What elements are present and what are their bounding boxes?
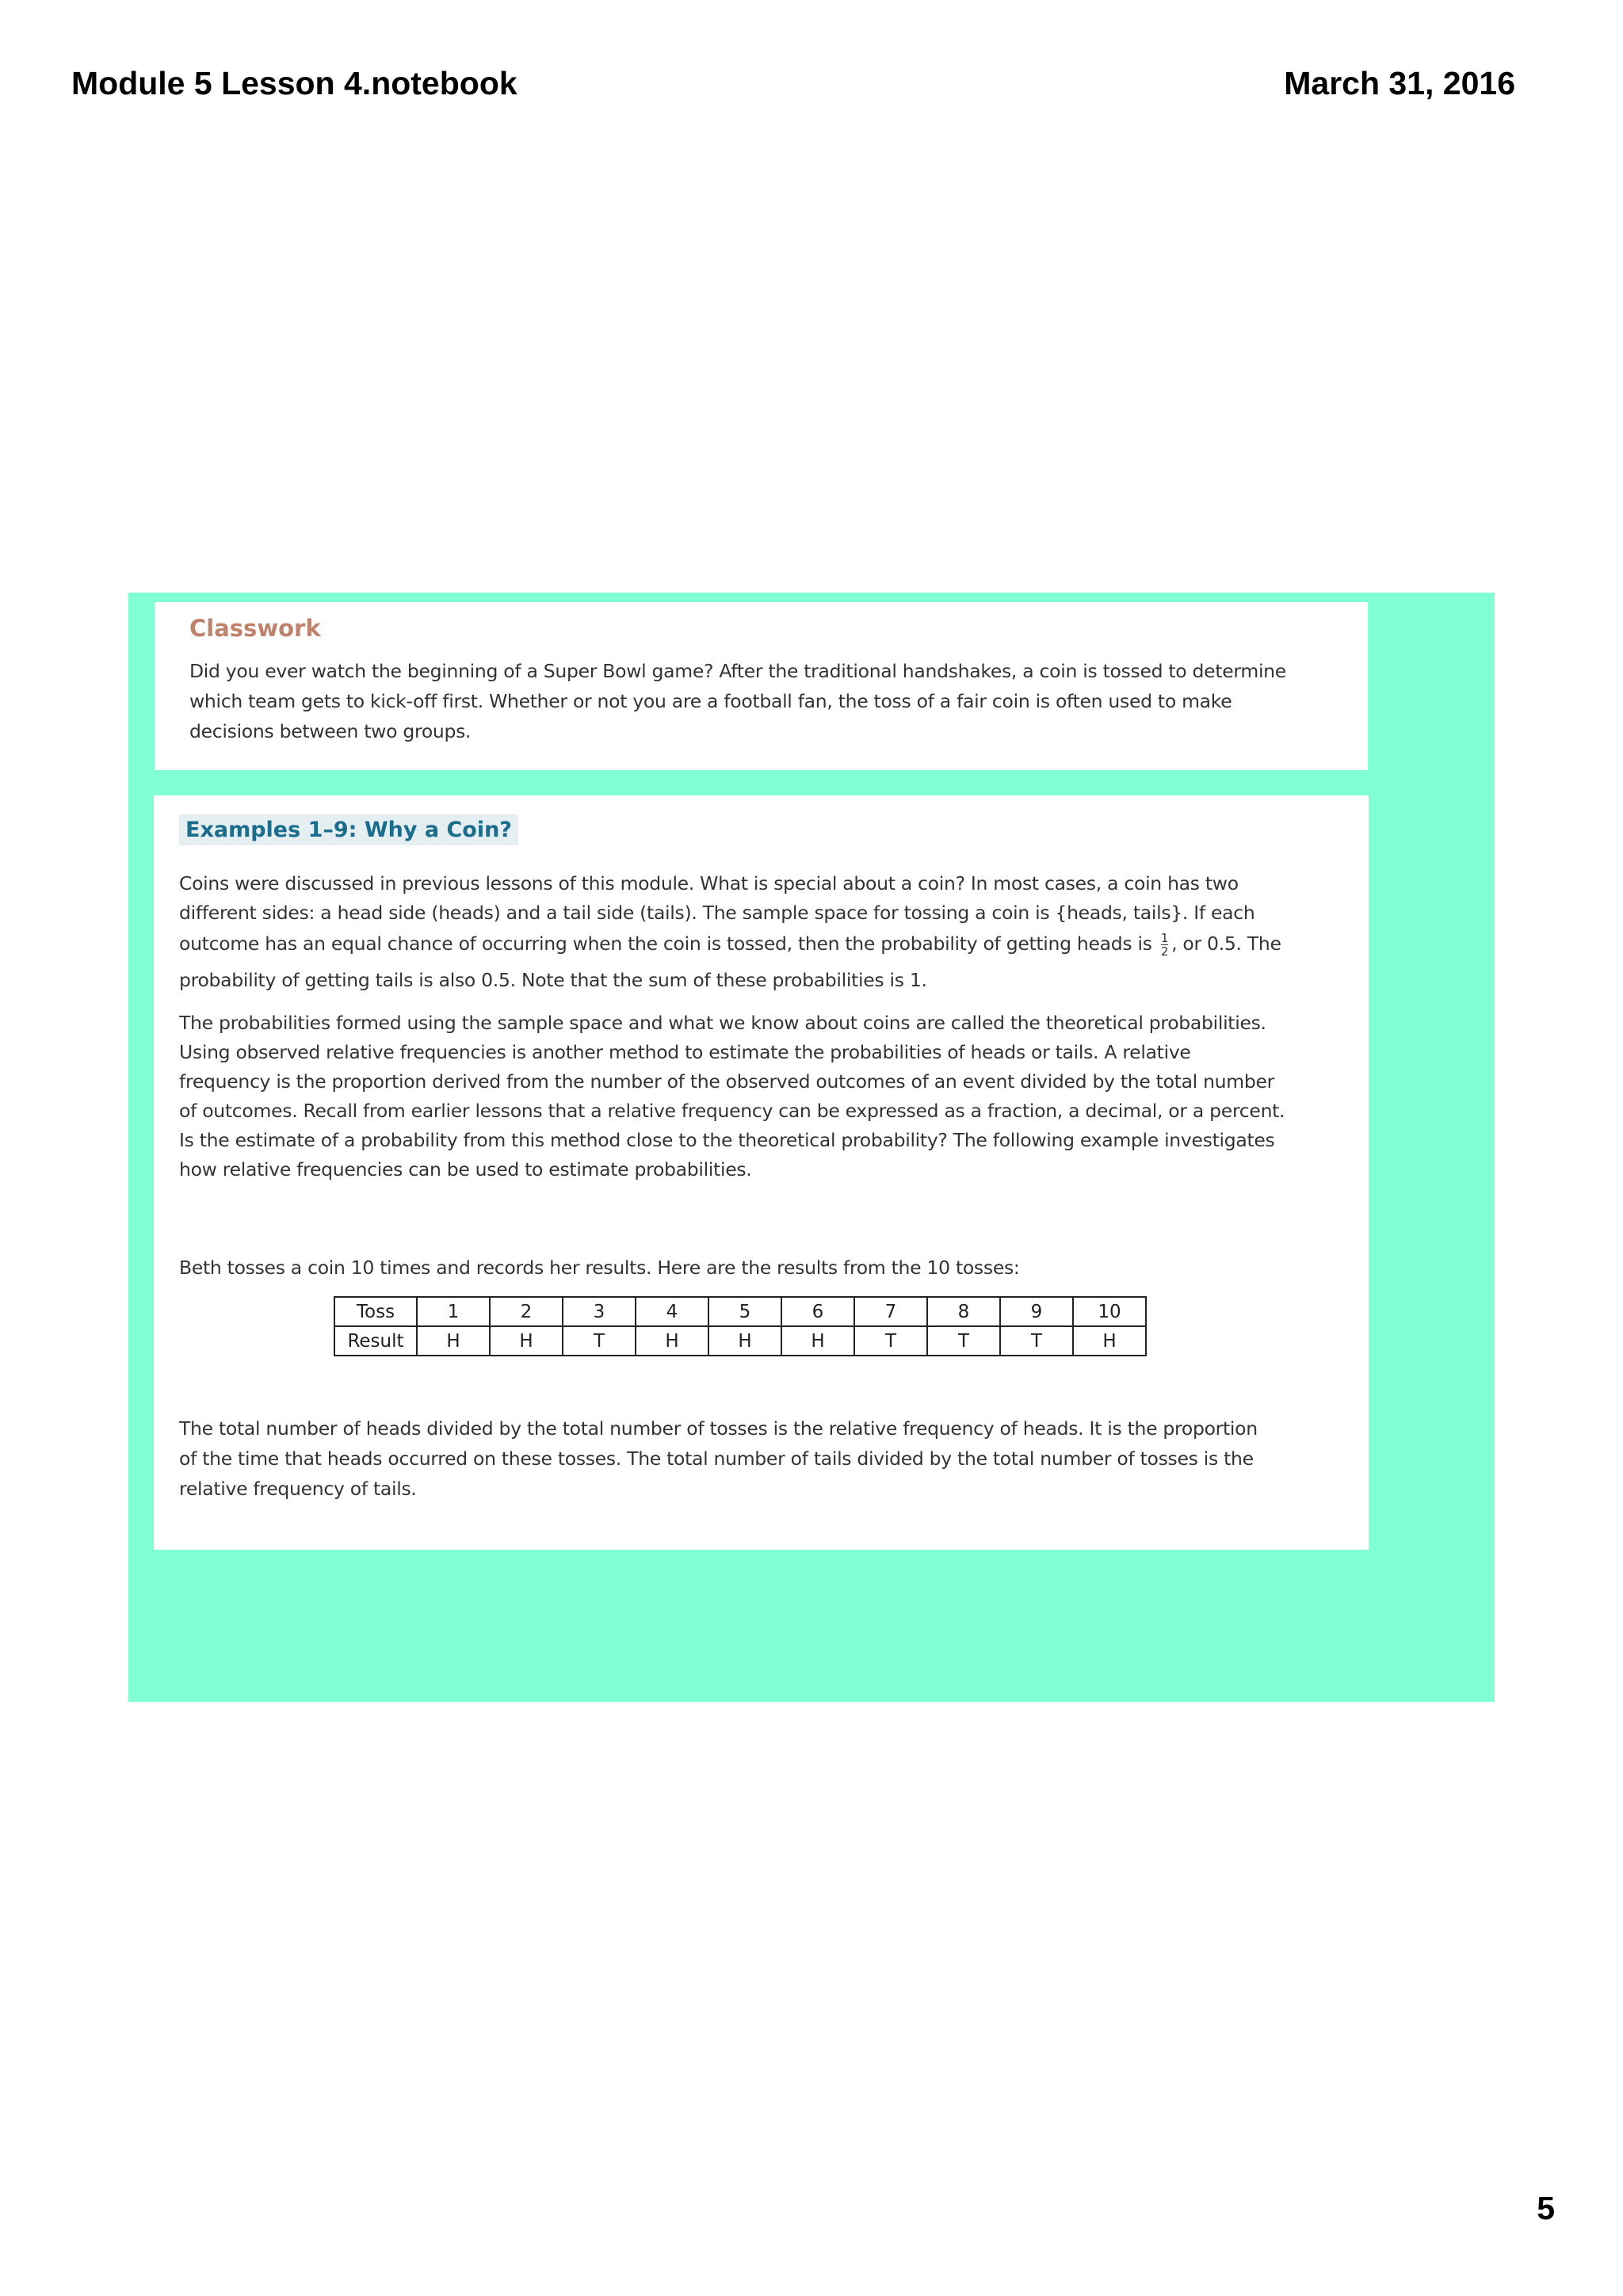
table-cell-result: H [490, 1326, 563, 1356]
para2-line-4: of outcomes. Recall from earlier lessons that a relative frequency can be expressed as a fraction, a decimal, or a percent. [179, 1100, 1285, 1122]
para3-line: Beth tosses a coin 10 times and records her results. Here are the results from the 10 tosses: [179, 1257, 1020, 1279]
para4-line-3: relative frequency of tails. [179, 1478, 417, 1500]
table-cell-result: T [854, 1326, 927, 1356]
para2-line-3: frequency is the proportion derived from the number of the observed outcomes of an event divided by the total number [179, 1070, 1274, 1093]
slide-background [128, 593, 1495, 1702]
document-title: Module 5 Lesson 4.notebook [71, 65, 517, 101]
table-cell-toss: 7 [854, 1297, 927, 1326]
page-number: 5 [1537, 2190, 1555, 2226]
para4-line-2: of the time that heads occurred on these tosses. The total number of tails divided by the total number of tosses is the [179, 1447, 1254, 1470]
para1-line-4: probability of getting tails is also 0.5. Note that the sum of these probabilities is 1. [179, 969, 927, 991]
fraction-denominator: 2 [1160, 944, 1169, 959]
table-row-label-result: Result [334, 1326, 417, 1356]
para1-line-3 [179, 929, 1281, 959]
classwork-line-2: which team gets to kick-off first. Whether or not you are a football fan, the toss of a fair coin is often used to make [189, 690, 1232, 712]
table-cell-result: T [927, 1326, 1000, 1356]
table-cell-result: H [1073, 1326, 1146, 1356]
toss-results-table [334, 1296, 1147, 1356]
table-row-toss [334, 1297, 1146, 1326]
table-cell-result: H [636, 1326, 708, 1356]
table-cell-toss: 2 [490, 1297, 563, 1326]
para2-line-6: how relative frequencies can be used to estimate probabilities. [179, 1158, 752, 1180]
para1-line-1: Coins were discussed in previous lessons of this module. What is special about a coin? In most cases, a coin has two [179, 872, 1239, 894]
table-cell-result: H [708, 1326, 781, 1356]
classwork-heading: Classwork [189, 615, 321, 642]
table-cell-toss: 1 [417, 1297, 490, 1326]
para1-line-2: different sides: a head side (heads) and a tail side (tails). The sample space for tossing a coin is {heads, tails}. If each [179, 902, 1255, 924]
table-cell-toss: 3 [563, 1297, 636, 1326]
table-cell-toss: 5 [708, 1297, 781, 1326]
para1-line-3-text: outcome has an equal chance of occurring when the coin is tossed, then the probability of getting heads is [179, 933, 1152, 955]
table-cell-toss: 10 [1073, 1297, 1146, 1326]
classwork-line-3: decisions between two groups. [189, 720, 472, 742]
para1-line-3-end: , or 0.5. The [1171, 933, 1281, 955]
classwork-panel [155, 602, 1368, 770]
table-row-result [334, 1326, 1146, 1356]
table-cell-toss: 4 [636, 1297, 708, 1326]
table-cell-result: H [417, 1326, 490, 1356]
para4-line-1: The total number of heads divided by the total number of tosses is the relative frequency of heads. It is the proportion [179, 1417, 1258, 1440]
table-row-label-toss: Toss [334, 1297, 417, 1326]
examples-heading: Examples 1–9: Why a Coin? [179, 814, 518, 845]
examples-panel [154, 795, 1369, 1550]
para2-line-2: Using observed relative frequencies is another method to estimate the probabilities of heads or tails. A relative [179, 1041, 1191, 1063]
table-cell-result: T [1000, 1326, 1073, 1356]
table-cell-result: T [563, 1326, 636, 1356]
table-cell-toss: 6 [781, 1297, 854, 1326]
classwork-line-1: Did you ever watch the beginning of a Super Bowl game? After the traditional handshakes, a coin is tossed to determine [189, 660, 1286, 682]
para2-line-5: Is the estimate of a probability from this method close to the theoretical probability? The following example investigates [179, 1129, 1275, 1151]
fraction-numerator: 1 [1160, 931, 1169, 945]
document-date: March 31, 2016 [1284, 65, 1515, 101]
para2-line-1: The probabilities formed using the sample space and what we know about coins are called the theoretical probabilities. [179, 1012, 1266, 1034]
table-cell-result: H [781, 1326, 854, 1356]
table-cell-toss: 8 [927, 1297, 1000, 1326]
one-half-fraction [1161, 932, 1168, 958]
table-cell-toss: 9 [1000, 1297, 1073, 1326]
